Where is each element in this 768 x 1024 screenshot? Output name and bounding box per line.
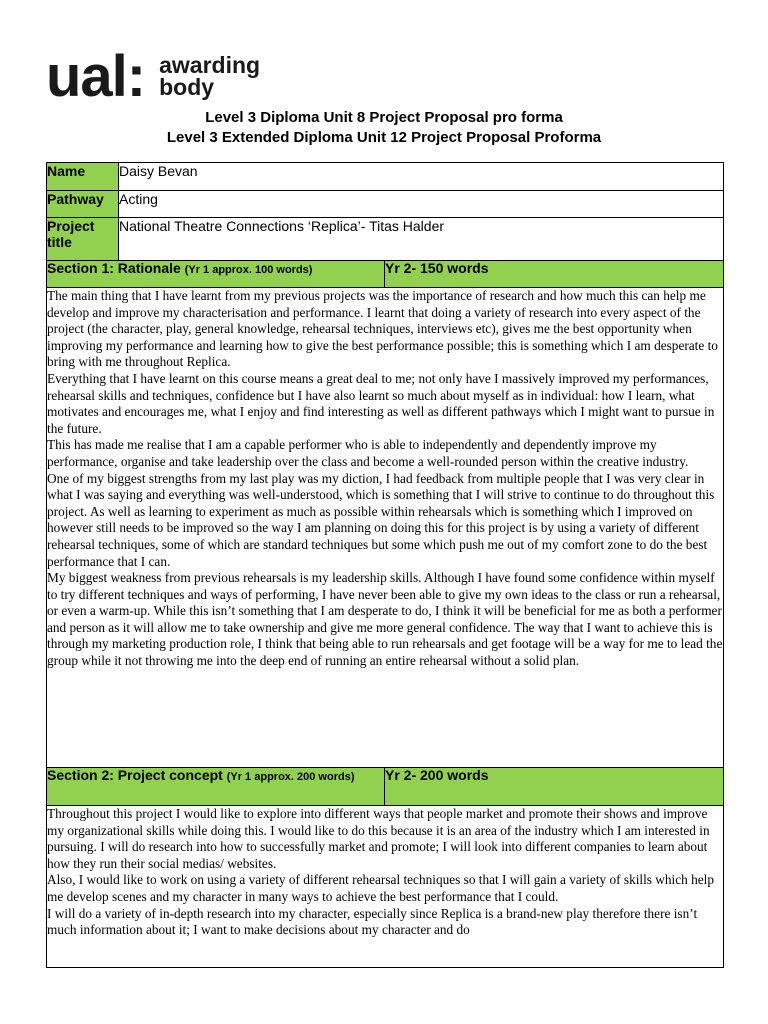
section2-title: Section 2: Project concept bbox=[47, 767, 223, 783]
section2-body bbox=[47, 806, 724, 968]
logo-line-1: awarding bbox=[159, 52, 261, 79]
section1-paragraph: This has made me realise that I am a capable performer who is able to independently and dependently improve my performance, organise and take leadership over the class and become a well-rounded person within the creative industry. bbox=[47, 437, 689, 469]
section1-note: (Yr 1 approx. 100 words) bbox=[184, 264, 313, 276]
title-line-2: Level 3 Extended Diploma Unit 12 Project Proposal Proforma bbox=[166, 129, 602, 146]
section2-note: (Yr 1 approx. 200 words) bbox=[226, 771, 355, 783]
section1-title: Section 1: Rationale bbox=[47, 260, 181, 276]
name-row bbox=[47, 163, 724, 191]
project-title-label: Project title bbox=[47, 218, 119, 261]
section2-body-row bbox=[47, 806, 724, 968]
ual-awarding-body-logo bbox=[46, 44, 261, 109]
pathway-label: Pathway bbox=[47, 191, 119, 218]
section1-paragraph: Everything that I have learnt on this course means a great deal to me; not only have I massively improved my performances, rehearsal skills and techniques, confidence but I have also learnt so much about myself as in individual: how I learn, what motivates and encourages me, what I enjoy and find interesting as well as different pathways which I might want to pursue in the future. bbox=[47, 370, 715, 436]
section2-header-row bbox=[47, 768, 724, 806]
section1-paragraph: The main thing that I have learnt from my previous projects was the importance of research and how much this can help me develop and improve my characterisation and performance. I learnt that doing a variety of research into every aspect of the project (the character, play, general knowledge, rehearsal techniques, interviews etc), gives me the best opportunity when improving my performance and learning how to give the best performance possible; this is something which I am desperate to bring with me throughout Replica. bbox=[47, 288, 718, 370]
name-value: Daisy Bevan bbox=[119, 163, 724, 191]
section2-paragraph: I will do a variety of in-depth research into my character, especially since Replica is a brand-new play therefore there isn’t much information about it; I want to make decisions about my character and do bbox=[47, 905, 698, 938]
title-line-1: Level 3 Diploma Unit 8 Project Proposal pro forma bbox=[205, 109, 563, 126]
section1-paragraph: My biggest weakness from previous rehearsals is my leadership skills. Although I have found some confidence within myself to try different techniques and ways of performing, I have never been able to give my own ideas to the class or run a rehearsal, or even a warm-up. While this isn’t something that I am desperate to do, I think it will be beneficial for me as both a performer and person as it will allow me to take ownership and give me more general confidence. The way that I want to achieve this is through my marketing production role, I think that being able to run rehearsals and get footage will be a way for me to lead the group while it not throwing me into the deep end of running an entire rehearsal without a solid plan. bbox=[47, 570, 723, 669]
name-label: Name bbox=[47, 163, 119, 191]
section2-heading bbox=[47, 768, 385, 806]
document-titles bbox=[0, 108, 768, 148]
section1-heading bbox=[47, 261, 385, 288]
project-title-row bbox=[47, 218, 724, 261]
section1-body bbox=[47, 288, 724, 768]
logo-subtitle bbox=[159, 52, 261, 100]
section1-body-row bbox=[47, 288, 724, 768]
proposal-form bbox=[46, 162, 724, 968]
logo-line-2: body bbox=[159, 74, 215, 100]
logo-mark: ual: bbox=[46, 44, 146, 109]
section2-yr2: Yr 2- 200 words bbox=[385, 768, 724, 806]
section2-paragraph: Also, I would like to work on using a variety of different rehearsal techniques so that I will gain a variety of skills which help me develop scenes and my character in many ways to achieve the best performance that I could. bbox=[47, 872, 715, 904]
section2-paragraph: Throughout this project I would like to explore into different ways that people market and promote their shows and improve my organizational skills while doing this. I would like to do this because it is an area of the industry which I am interested in pursuing. I will do research into how to successfully market and promote; I will look into different companies to learn about how they run their social medias/ websites. bbox=[47, 806, 710, 871]
section1-yr2: Yr 2- 150 words bbox=[385, 261, 724, 288]
section1-paragraph: One of my biggest strengths from my last play was my diction, I had feedback from multiple people that I was very clear in what I was saying and everything was well-understood, which is something that I will strive to continue to do throughout this project. As well as learning to experiment as much as possible within rehearsals which is something which I improved on however still needs to be improved so the way I am planning on doing this for this project is by using a variety of different rehearsal techniques, some of which are standard techniques but some which push me out of my comfort zone to do the best performance that I can. bbox=[47, 470, 715, 569]
pathway-value: Acting bbox=[119, 191, 724, 218]
section1-header-row bbox=[47, 261, 724, 288]
pathway-row bbox=[47, 191, 724, 218]
project-title-value: National Theatre Connections ‘Replica’- Titas Halder bbox=[119, 218, 724, 261]
